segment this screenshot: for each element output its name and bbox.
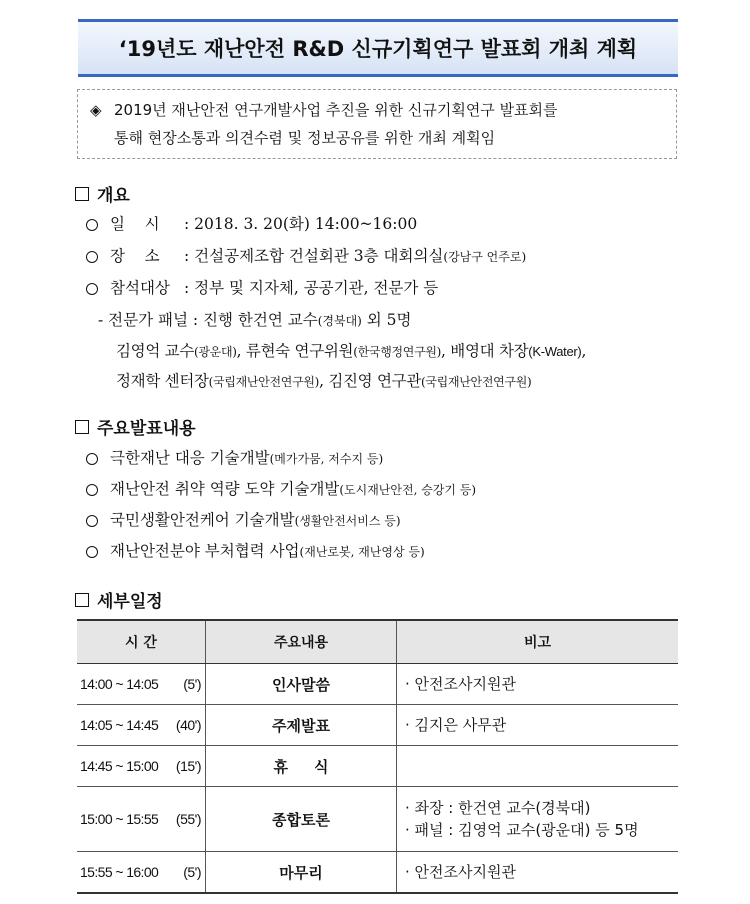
panel-member: , 김진영 연구관 (319, 372, 421, 390)
section-title: 주요발표내용 (97, 419, 196, 439)
panel-member-note: (K-Water) (528, 344, 582, 359)
topic-item (86, 540, 425, 563)
section-title: 개요 (97, 186, 130, 206)
time-range: 14:45 ~ 15:00 (80, 758, 159, 774)
place-label: 장 소 (110, 247, 160, 265)
section-overview-heading (75, 181, 130, 206)
time-range: 14:05 ~ 14:45 (80, 717, 159, 733)
note-cell (397, 787, 679, 852)
time-cell (77, 787, 206, 852)
circle-bullet-icon (86, 515, 98, 527)
circle-bullet-icon (86, 219, 98, 231)
topic-note: (재난로봇, 재난영상 등) (299, 545, 425, 559)
section-title: 세부일정 (97, 592, 163, 612)
table-row (77, 705, 678, 746)
checkbox-square-icon (75, 420, 89, 434)
topic-note: (도시재난안전, 승강기 등) (339, 483, 477, 497)
panel-member: 김영억 교수 (116, 342, 194, 360)
overview-attendees (86, 277, 438, 299)
column-header: 주요내용 (206, 620, 397, 664)
duration: (55') (175, 811, 201, 827)
note-line: · 김지은 사무관 (405, 716, 507, 734)
time-cell (77, 852, 206, 894)
column-header: 비고 (397, 620, 679, 664)
topic-text: 극한재난 대응 기술개발 (110, 449, 270, 467)
panel-line-3 (116, 370, 531, 393)
topic-cell: 종합토론 (206, 787, 397, 852)
panel-intro-text: - 전문가 패널 : 진행 한건연 교수 (98, 311, 318, 329)
panel-member: , 류현숙 연구위원 (236, 342, 354, 360)
diamond-marker-icon: ◈ (90, 101, 102, 119)
time-range: 15:55 ~ 16:00 (80, 864, 159, 880)
note-cell (397, 705, 679, 746)
panel-intro-tail: 외 5명 (361, 311, 412, 329)
panel-member-note: (국립재난안전연구원) (208, 375, 320, 389)
topic-text: 국민생활안전케어 기술개발 (110, 511, 295, 529)
circle-bullet-icon (86, 546, 98, 558)
page-title: ‘19년도 재난안전 R&D 신규기획연구 발표회 개최 계획 (118, 37, 638, 61)
summary-line-1: 2019년 재난안전 연구개발사업 추진을 위한 신규기획연구 발표회를 (114, 101, 558, 119)
panel-line-2 (116, 340, 586, 363)
circle-bullet-icon (86, 283, 98, 295)
duration: (15') (175, 758, 201, 774)
section-schedule-heading (75, 587, 163, 612)
topic-cell: 휴 식 (206, 746, 397, 787)
panel-intro (98, 309, 412, 332)
table-row (77, 852, 678, 894)
topic-cell: 주제발표 (206, 705, 397, 746)
table-row (77, 664, 678, 705)
note-line: · 안전조사지원관 (405, 675, 516, 693)
summary-line-2: 통해 현장소통과 의견수렴 및 정보공유를 위한 개최 계획임 (114, 129, 496, 147)
attendees-label: 참석대상 (110, 279, 170, 297)
time-cell (77, 746, 206, 787)
overview-place (86, 245, 526, 268)
topic-note: (메가가뭄, 저수지 등) (269, 452, 384, 466)
title-box (78, 19, 678, 77)
topic-text: 재난안전분야 부처협력 사업 (110, 542, 300, 560)
time-cell (77, 705, 206, 746)
summary-box (77, 89, 677, 159)
topic-item (86, 509, 401, 532)
panel-member-note: (한국행정연구원) (353, 345, 442, 359)
table-row (77, 746, 678, 787)
schedule-table (77, 619, 678, 894)
topic-text: 재난안전 취약 역량 도약 기술개발 (110, 480, 340, 498)
note-line: · 안전조사지원관 (405, 863, 516, 881)
panel-member-note: (국립재난안전연구원) (421, 375, 532, 389)
note-cell (397, 746, 679, 787)
note-cell (397, 664, 679, 705)
note-line: · 좌장 : 한건연 교수(경북대) (405, 799, 591, 817)
overview-date (86, 213, 417, 235)
panel-member: , 배영대 차장 (441, 342, 529, 360)
note-cell (397, 852, 679, 894)
column-header: 시 간 (77, 620, 206, 664)
date-value: : 2018. 3. 20(화) 14:00~16:00 (184, 215, 418, 233)
circle-bullet-icon (86, 453, 98, 465)
attendees-value: : 정부 및 지자체, 공공기관, 전문가 등 (184, 279, 439, 297)
time-range: 15:00 ~ 15:55 (80, 811, 159, 827)
panel-member: 정재학 센터장 (116, 372, 209, 390)
panel-intro-note: (경북대) (317, 314, 362, 328)
topic-cell: 마무리 (206, 852, 397, 894)
circle-bullet-icon (86, 484, 98, 496)
time-range: 14:00 ~ 14:05 (80, 676, 159, 692)
table-header-row (77, 620, 678, 664)
place-note: (강남구 언주로) (443, 250, 527, 264)
time-cell (77, 664, 206, 705)
note-line: · 패널 : 김영억 교수(광운대) 등 5명 (405, 821, 639, 839)
duration: (40') (175, 717, 201, 733)
topic-item (86, 447, 383, 470)
place-value: : 건설공제조합 건설회관 3층 대회의실 (184, 247, 444, 265)
topic-note: (생활안전서비스 등) (294, 514, 401, 528)
circle-bullet-icon (86, 251, 98, 263)
checkbox-square-icon (75, 593, 89, 607)
panel-member-sep: , (581, 342, 587, 360)
duration: (5') (183, 864, 201, 880)
topic-item (86, 478, 476, 501)
panel-member-note: (광운대) (194, 345, 237, 359)
topic-cell: 인사말씀 (206, 664, 397, 705)
checkbox-square-icon (75, 187, 89, 201)
duration: (5') (183, 676, 201, 692)
table-row (77, 787, 678, 852)
date-label: 일 시 (110, 215, 160, 233)
section-topics-heading (75, 414, 196, 439)
